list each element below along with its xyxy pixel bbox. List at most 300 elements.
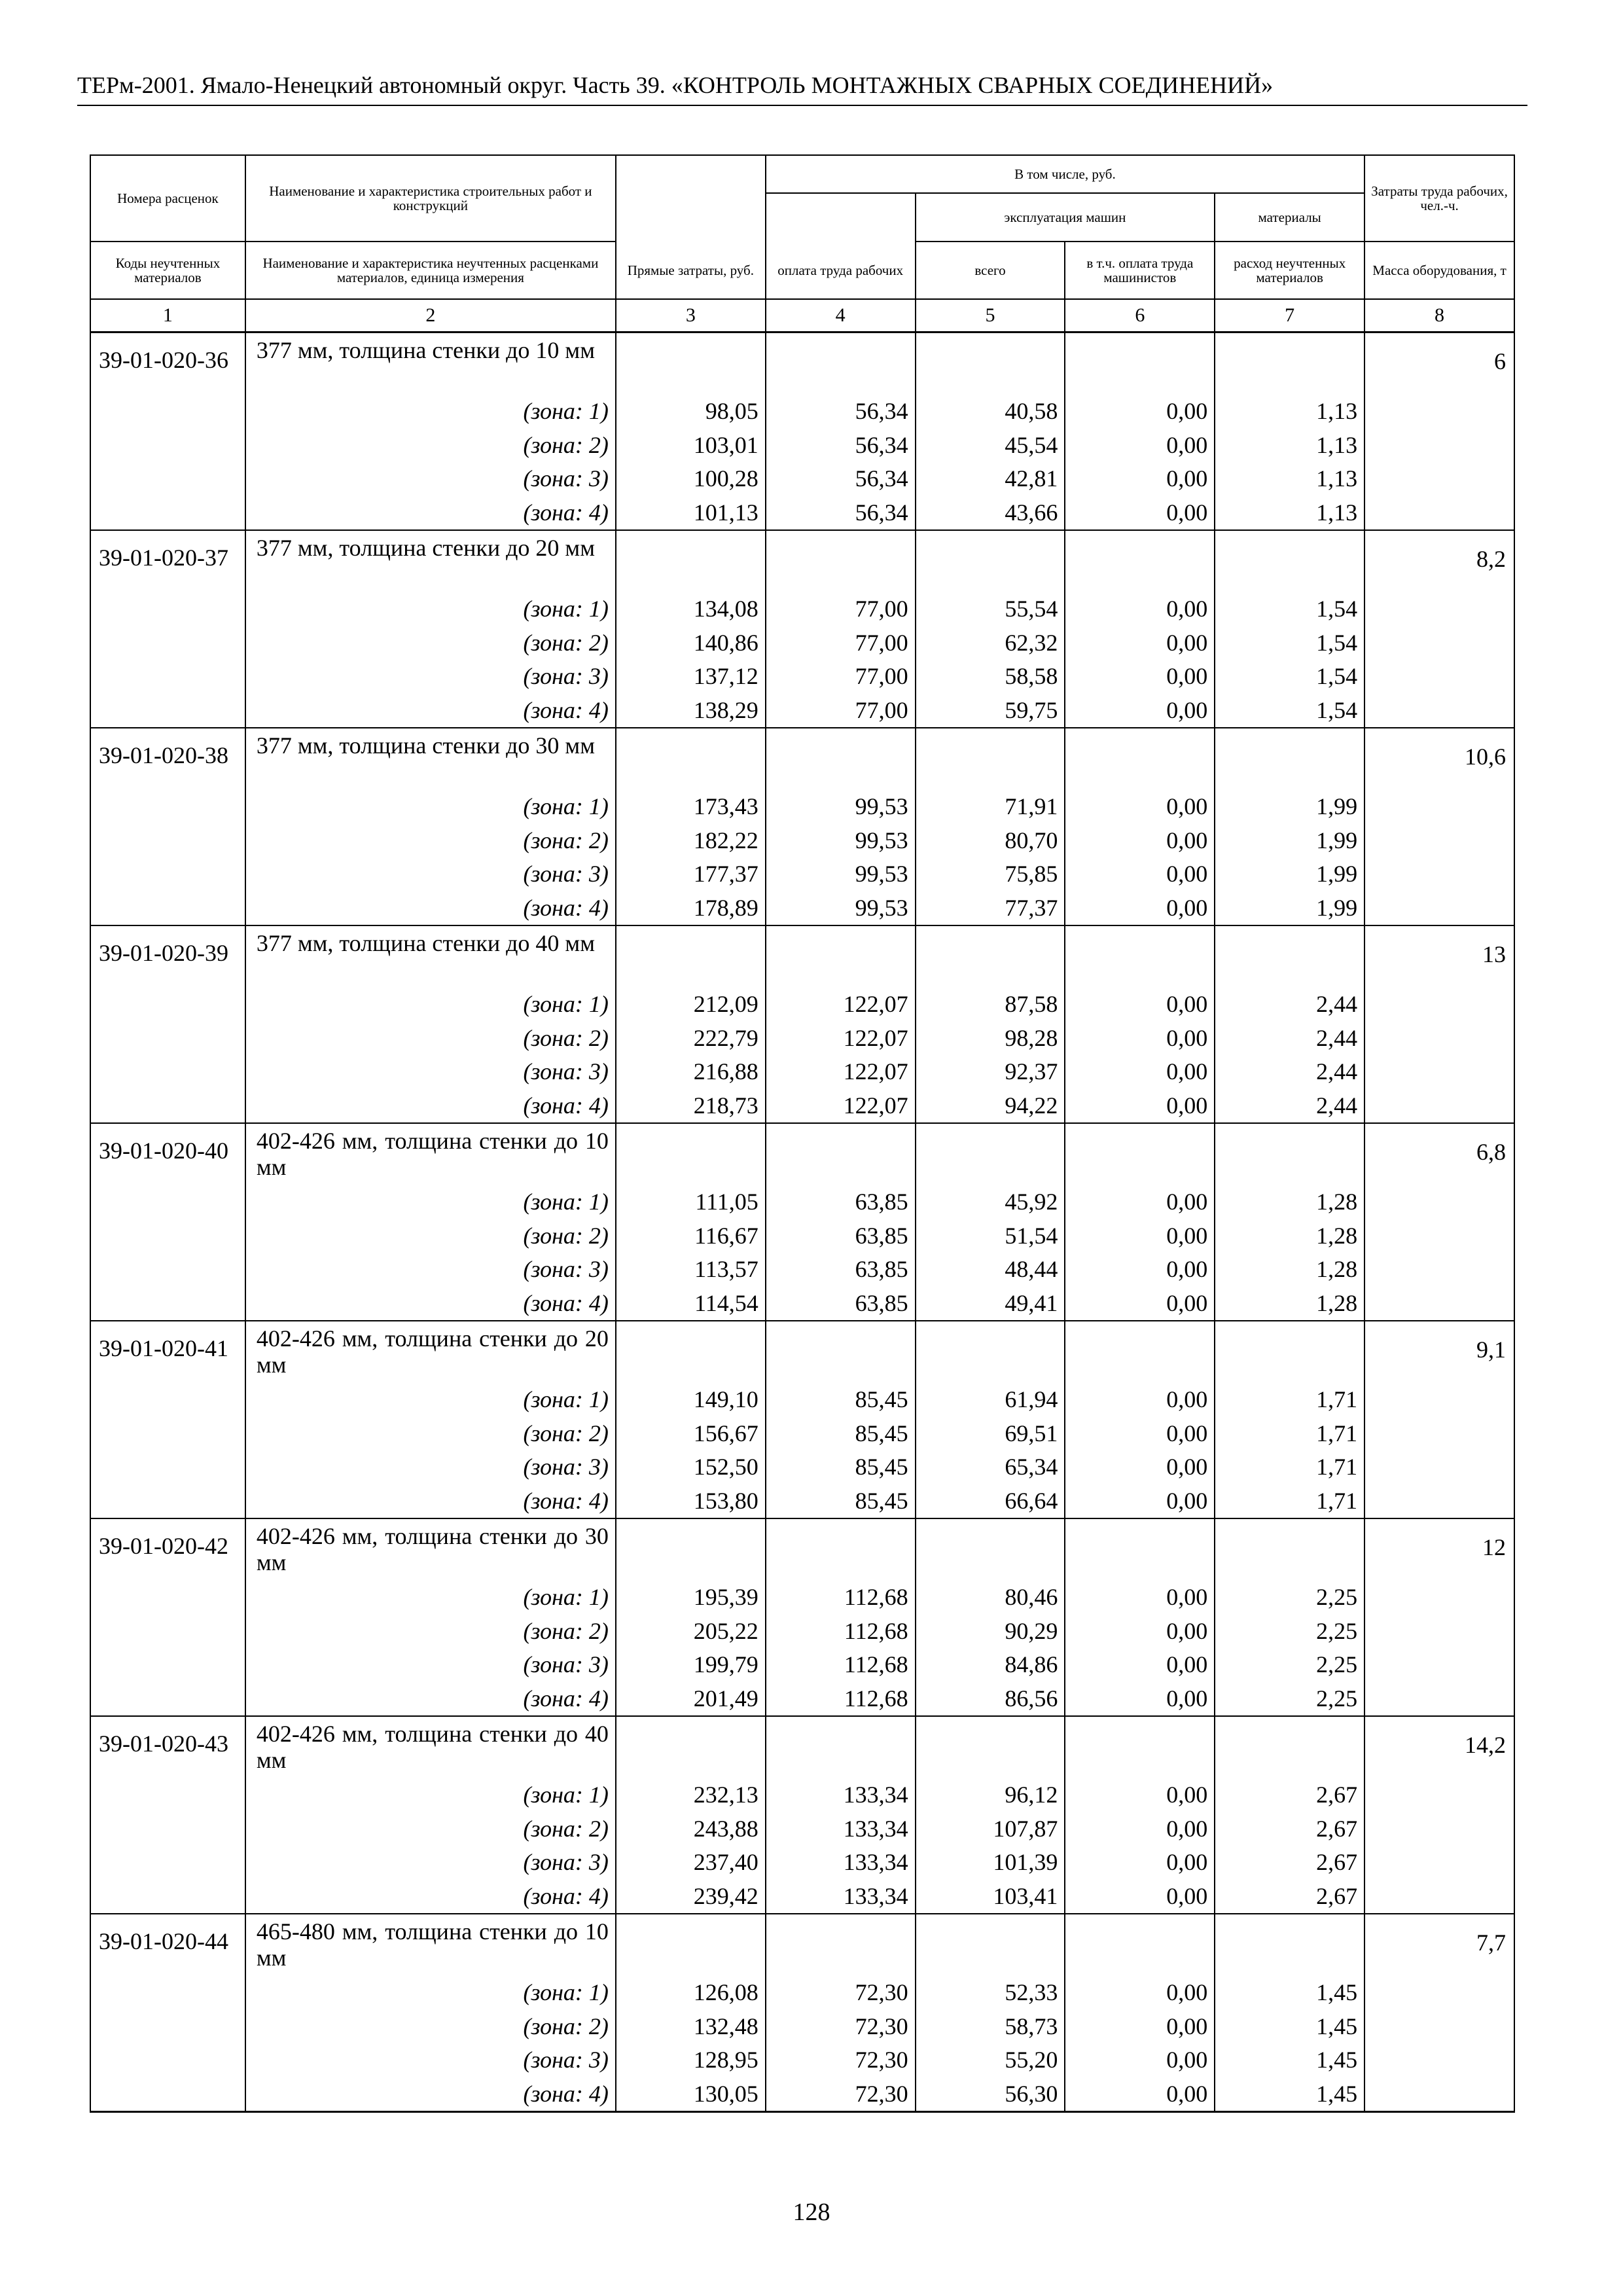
zone-machines-total: 86,56 [1005,1685,1058,1712]
zone-machines-total: 55,54 [1005,596,1058,622]
zone-machinist-pay: 0,00 [1166,1058,1208,1085]
zone-label: (зона: 2) [523,827,609,853]
zone-worker-pay: 77,00 [855,696,908,723]
col-number: 2 [245,299,616,332]
zone-label: (зона: 1) [523,1584,609,1610]
zone-machinist-pay: 0,00 [1166,1024,1208,1051]
zone-machinist-pay: 0,00 [1166,827,1208,853]
zone-worker-pay-cell [766,1123,916,1321]
zone-label: (зона: 4) [523,1487,609,1514]
zone-direct-cost: 177,37 [693,861,758,887]
work-name-cell [245,530,616,728]
zone-materials: 1,13 [1316,499,1358,526]
zone-label: (зона: 2) [523,2013,609,2039]
zone-machinist-pay-cell [1065,1518,1215,1716]
zone-direct-cost: 216,88 [693,1058,758,1085]
zone-worker-pay: 63,85 [855,1189,908,1215]
zone-label: (зона: 3) [523,1651,609,1677]
zone-worker-pay: 56,34 [855,499,908,526]
zone-materials-cell [1215,1321,1364,1518]
zone-label: (зона: 3) [523,1454,609,1480]
header-material-names: Наименование и характеристика неучтенных расценками материалов, единица измерения [245,242,616,299]
page-number: 128 [793,2198,830,2226]
zone-direct-cost: 137,12 [693,663,758,689]
zone-machinist-pay: 0,00 [1166,2047,1208,2073]
zone-worker-pay: 133,34 [843,1815,908,1842]
zone-worker-pay: 122,07 [843,1092,908,1119]
labor-cost: 6 [1364,332,1514,531]
zone-machinist-pay: 0,00 [1166,1092,1208,1119]
zone-label: (зона: 1) [523,1782,609,1808]
zone-direct-cost: 113,57 [694,1256,758,1282]
zone-materials-cell [1215,925,1364,1123]
table-row [90,1321,1514,1518]
zone-label: (зона: 3) [523,861,609,887]
work-name: 465-480 мм, толщина стенки до 10 мм [256,1918,609,1971]
zone-direct-cost: 132,48 [693,2013,758,2039]
zone-worker-pay: 122,07 [843,1024,908,1051]
zone-direct-cost-cell [616,1518,766,1716]
zone-worker-pay-cell [766,925,916,1123]
zone-direct-cost: 101,13 [693,499,758,526]
zone-direct-cost: 138,29 [693,696,758,723]
zone-label: (зона: 4) [523,1289,609,1316]
zone-worker-pay: 112,68 [844,1651,908,1677]
zone-direct-cost-cell [616,1716,766,1914]
zone-machinist-pay: 0,00 [1166,991,1208,1017]
zone-machines-total-cell [916,530,1065,728]
header-direct-costs: Прямые затраты, руб. [616,242,766,299]
zone-materials-cell [1215,1914,1364,2112]
zone-machinist-pay: 0,00 [1166,629,1208,656]
zone-machinist-pay: 0,00 [1166,1420,1208,1446]
zone-worker-pay: 72,30 [855,2013,908,2039]
zone-machinist-pay-cell [1065,1321,1215,1518]
zone-materials: 1,54 [1316,663,1358,689]
rate-code: 39-01-020-38 [90,728,245,925]
zone-machines-total-cell [916,925,1065,1123]
work-name: 377 мм, толщина стенки до 20 мм [256,535,595,561]
zone-machinist-pay: 0,00 [1166,1189,1208,1215]
work-name-cell [245,1321,616,1518]
zone-direct-cost: 195,39 [693,1584,758,1610]
zone-worker-pay: 77,00 [855,663,908,689]
zone-label: (зона: 3) [523,2047,609,2073]
work-name: 377 мм, толщина стенки до 10 мм [256,337,595,363]
zone-machinist-pay-cell [1065,1914,1215,2112]
header-direct-top [616,155,766,193]
zone-machinist-pay-cell [1065,332,1215,531]
zone-label: (зона: 4) [523,696,609,723]
zone-machines-total: 80,70 [1005,827,1058,853]
zone-label: (зона: 3) [523,1058,609,1085]
zone-worker-pay: 77,00 [855,629,908,656]
zone-machinist-pay: 0,00 [1166,398,1208,424]
zone-label: (зона: 4) [523,1882,609,1909]
labor-cost: 6,8 [1364,1123,1514,1321]
zone-machinist-pay: 0,00 [1166,499,1208,526]
zone-materials: 1,54 [1316,596,1358,622]
zone-worker-pay: 77,00 [855,596,908,622]
zone-machines-total: 90,29 [1005,1617,1058,1644]
zone-worker-pay-cell [766,1321,916,1518]
rate-code: 39-01-020-36 [90,332,245,531]
zone-direct-cost: 116,67 [694,1222,758,1249]
zone-direct-cost: 243,88 [693,1815,758,1842]
col-number: 3 [616,299,766,332]
zone-worker-pay: 56,34 [855,465,908,492]
zone-direct-cost: 178,89 [693,894,758,921]
header-rule [77,105,1527,106]
zone-worker-pay: 72,30 [855,1979,908,2005]
zone-machines-total: 58,73 [1005,2013,1058,2039]
zone-materials: 1,45 [1316,2013,1358,2039]
zone-machinist-pay: 0,00 [1166,1685,1208,1712]
zone-direct-cost: 173,43 [693,793,758,819]
zone-direct-cost: 212,09 [693,991,758,1017]
col-number: 6 [1065,299,1215,332]
zone-machinist-pay: 0,00 [1166,1882,1208,1909]
work-name-cell [245,728,616,925]
zone-label: (зона: 2) [523,1024,609,1051]
header-machines: эксплуатация машин [916,193,1215,242]
zone-machines-total: 94,22 [1005,1092,1058,1119]
zone-machines-total: 84,86 [1005,1651,1058,1677]
zone-worker-pay: 85,45 [855,1487,908,1514]
zone-materials: 1,99 [1316,793,1358,819]
zone-machines-total-cell [916,1518,1065,1716]
zone-materials: 1,71 [1316,1487,1358,1514]
zone-label: (зона: 3) [523,1849,609,1875]
zone-materials: 2,44 [1316,1058,1358,1085]
zone-direct-cost: 98,05 [705,398,758,424]
zone-label: (зона: 4) [523,1092,609,1119]
zone-materials: 1,71 [1316,1386,1358,1412]
zone-machinist-pay: 0,00 [1166,1222,1208,1249]
zone-worker-pay: 63,85 [855,1289,908,1316]
zone-worker-pay: 133,34 [843,1882,908,1909]
zone-machines-total: 49,41 [1005,1289,1058,1316]
zone-label: (зона: 3) [523,663,609,689]
zone-machinist-pay: 0,00 [1166,793,1208,819]
zone-machines-total: 56,30 [1005,2080,1058,2107]
zone-worker-pay: 56,34 [855,431,908,458]
zone-direct-cost: 218,73 [693,1092,758,1119]
col-number: 7 [1215,299,1364,332]
zone-machinist-pay: 0,00 [1166,1782,1208,1808]
zone-materials: 2,25 [1316,1617,1358,1644]
zone-worker-pay-cell [766,1914,916,2112]
work-name: 402-426 мм, толщина стенки до 30 мм [256,1523,609,1575]
zone-materials: 1,13 [1316,398,1358,424]
zone-direct-cost: 156,67 [693,1420,758,1446]
zone-machinist-pay: 0,00 [1166,1849,1208,1875]
header-worker-pay: оплата труда рабочих [766,242,916,299]
zone-direct-cost-cell [616,530,766,728]
work-name: 377 мм, толщина стенки до 40 мм [256,930,595,956]
zone-materials: 1,54 [1316,629,1358,656]
zone-direct-cost-cell [616,332,766,531]
rate-code: 39-01-020-44 [90,1914,245,2112]
header-unaccounted-materials: расход неучтенных материалов [1215,242,1364,299]
zone-materials: 1,45 [1316,1979,1358,2005]
zone-label: (зона: 1) [523,1979,609,2005]
labor-cost: 14,2 [1364,1716,1514,1914]
zone-machinist-pay: 0,00 [1166,1454,1208,1480]
header-materials: материалы [1215,193,1364,242]
zone-materials: 1,45 [1316,2080,1358,2107]
zone-machines-total: 55,20 [1005,2047,1058,2073]
zone-materials: 2,44 [1316,991,1358,1017]
zone-machines-total-cell [916,332,1065,531]
work-name-cell [245,925,616,1123]
zone-machines-total: 96,12 [1005,1782,1058,1808]
zone-machinist-pay-cell [1065,728,1215,925]
zone-machines-total: 51,54 [1005,1222,1058,1249]
col-number: 4 [766,299,916,332]
header-including: В том числе, руб. [766,155,1364,193]
zone-direct-cost: 126,08 [693,1979,758,2005]
table-row [90,728,1514,925]
zone-label: (зона: 2) [523,629,609,656]
zone-worker-pay: 122,07 [843,991,908,1017]
zone-worker-pay: 99,53 [855,793,908,819]
header-direct-mid [616,193,766,242]
rate-code: 39-01-020-37 [90,530,245,728]
rates-table [90,154,1515,2113]
zone-machinist-pay-cell [1065,530,1215,728]
zone-label: (зона: 3) [523,1256,609,1282]
zone-worker-pay-cell [766,1518,916,1716]
zone-worker-pay: 112,68 [844,1617,908,1644]
zone-label: (зона: 2) [523,1420,609,1446]
zone-worker-pay: 85,45 [855,1454,908,1480]
zone-machinist-pay-cell [1065,925,1215,1123]
zone-materials: 1,45 [1316,2047,1358,2073]
zone-materials: 1,13 [1316,431,1358,458]
zone-machinist-pay: 0,00 [1166,663,1208,689]
table-row [90,1914,1514,2112]
table-row [90,925,1514,1123]
zone-worker-pay: 133,34 [843,1782,908,1808]
zone-machinist-pay-cell [1065,1123,1215,1321]
zone-label: (зона: 1) [523,991,609,1017]
zone-direct-cost-cell [616,1321,766,1518]
zone-direct-cost: 114,54 [694,1289,758,1316]
zone-materials-cell [1215,530,1364,728]
zone-worker-pay: 99,53 [855,894,908,921]
zone-machines-total: 69,51 [1005,1420,1058,1446]
zone-worker-pay: 112,68 [844,1584,908,1610]
zone-worker-pay: 99,53 [855,861,908,887]
work-name: 402-426 мм, толщина стенки до 20 мм [256,1325,609,1378]
zone-label: (зона: 4) [523,499,609,526]
zone-materials: 2,67 [1316,1782,1358,1808]
zone-direct-cost-cell [616,1914,766,2112]
zone-materials-cell [1215,332,1364,531]
zone-direct-cost: 239,42 [693,1882,758,1909]
zone-machinist-pay: 0,00 [1166,1256,1208,1282]
zone-machines-total: 71,91 [1005,793,1058,819]
zone-machines-total: 45,54 [1005,431,1058,458]
zone-materials: 2,67 [1316,1882,1358,1909]
zone-machinist-pay: 0,00 [1166,861,1208,887]
zone-materials-cell [1215,1123,1364,1321]
labor-cost: 12 [1364,1518,1514,1716]
zone-machines-total-cell [916,1716,1065,1914]
work-name: 402-426 мм, толщина стенки до 40 мм [256,1721,609,1773]
zone-direct-cost: 111,05 [695,1189,758,1215]
zone-worker-pay: 85,45 [855,1420,908,1446]
zone-label: (зона: 3) [523,465,609,492]
table-row [90,1716,1514,1914]
zone-worker-pay-cell [766,728,916,925]
zone-machinist-pay: 0,00 [1166,465,1208,492]
zone-machines-total: 58,58 [1005,663,1058,689]
zone-direct-cost: 205,22 [693,1617,758,1644]
labor-cost: 13 [1364,925,1514,1123]
zone-machines-total-cell [916,728,1065,925]
zone-direct-cost: 140,86 [693,629,758,656]
work-name-cell [245,332,616,531]
zone-direct-cost: 149,10 [693,1386,758,1412]
work-name-cell [245,1716,616,1914]
zone-direct-cost: 152,50 [693,1454,758,1480]
labor-cost: 10,6 [1364,728,1514,925]
zone-worker-pay: 85,45 [855,1386,908,1412]
table-row [90,530,1514,728]
zone-machines-total: 66,64 [1005,1487,1058,1514]
zone-label: (зона: 2) [523,1815,609,1842]
header-labor: Затраты труда рабочих, чел.-ч. [1364,155,1514,242]
zone-direct-cost: 130,05 [693,2080,758,2107]
zone-direct-cost-cell [616,925,766,1123]
header-rate-numbers: Номера расценок [90,155,245,242]
zone-materials: 2,44 [1316,1092,1358,1119]
table-row [90,332,1514,531]
zone-label: (зона: 4) [523,1685,609,1712]
zone-machines-total-cell [916,1321,1065,1518]
table-row [90,1518,1514,1716]
labor-cost: 8,2 [1364,530,1514,728]
zone-worker-pay: 72,30 [855,2080,908,2107]
zone-direct-cost-cell [616,728,766,925]
zone-machines-total: 43,66 [1005,499,1058,526]
zone-label: (зона: 4) [523,2080,609,2107]
zone-machinist-pay: 0,00 [1166,1289,1208,1316]
zone-direct-cost: 201,49 [693,1685,758,1712]
header-machinist-pay: в т.ч. оплата труда машинистов [1065,242,1215,299]
zone-materials: 2,25 [1316,1685,1358,1712]
zone-worker-pay-cell [766,530,916,728]
zone-materials: 2,44 [1316,1024,1358,1051]
zone-direct-cost: 182,22 [693,827,758,853]
zone-machinist-pay: 0,00 [1166,1386,1208,1412]
zone-materials: 1,99 [1316,861,1358,887]
zone-machinist-pay-cell [1065,1716,1215,1914]
zone-direct-cost: 134,08 [693,596,758,622]
zone-machines-total: 101,39 [993,1849,1058,1875]
work-name: 402-426 мм, толщина стенки до 10 мм [256,1128,609,1180]
rate-code: 39-01-020-42 [90,1518,245,1716]
zone-label: (зона: 4) [523,894,609,921]
zone-machines-total: 92,37 [1005,1058,1058,1085]
zone-worker-pay: 63,85 [855,1256,908,1282]
zone-machines-total: 103,41 [993,1882,1058,1909]
zone-machines-total: 98,28 [1005,1024,1058,1051]
zone-machinist-pay: 0,00 [1166,894,1208,921]
header-worker-pay-top [766,193,916,242]
zone-materials: 1,54 [1316,696,1358,723]
rate-code: 39-01-020-40 [90,1123,245,1321]
zone-machinist-pay: 0,00 [1166,1487,1208,1514]
zone-direct-cost: 237,40 [693,1849,758,1875]
col-number: 8 [1364,299,1514,332]
zone-materials: 1,28 [1316,1189,1358,1215]
work-name-cell [245,1914,616,2112]
zone-direct-cost: 222,79 [693,1024,758,1051]
zone-worker-pay-cell [766,1716,916,1914]
zone-materials: 1,99 [1316,827,1358,853]
zone-label: (зона: 1) [523,596,609,622]
work-name: 377 мм, толщина стенки до 30 мм [256,732,595,759]
rate-code: 39-01-020-41 [90,1321,245,1518]
zone-machines-total-cell [916,1914,1065,2112]
zone-worker-pay: 133,34 [843,1849,908,1875]
zone-machines-total: 40,58 [1005,398,1058,424]
table-body [90,332,1514,2112]
zone-machinist-pay: 0,00 [1166,1651,1208,1677]
zone-machinist-pay: 0,00 [1166,696,1208,723]
table-row [90,1123,1514,1321]
zone-label: (зона: 1) [523,1189,609,1215]
zone-machines-total-cell [916,1123,1065,1321]
zone-materials: 2,67 [1316,1849,1358,1875]
zone-materials: 2,67 [1316,1815,1358,1842]
zone-materials-cell [1215,1518,1364,1716]
zone-direct-cost: 103,01 [693,431,758,458]
zone-direct-cost: 199,79 [693,1651,758,1677]
zone-label: (зона: 1) [523,398,609,424]
zone-materials: 2,25 [1316,1651,1358,1677]
table-header [90,155,1514,332]
zone-machines-total: 45,92 [1005,1189,1058,1215]
zone-worker-pay: 112,68 [844,1685,908,1712]
zone-materials: 1,13 [1316,465,1358,492]
zone-label: (зона: 2) [523,431,609,458]
zone-direct-cost: 100,28 [693,465,758,492]
zone-machinist-pay: 0,00 [1166,2013,1208,2039]
zone-machinist-pay: 0,00 [1166,596,1208,622]
work-name-cell [245,1518,616,1716]
zone-machines-total: 107,87 [993,1815,1058,1842]
rate-code: 39-01-020-43 [90,1716,245,1914]
zone-direct-cost: 232,13 [693,1782,758,1808]
col-number: 5 [916,299,1065,332]
zone-machinist-pay: 0,00 [1166,1979,1208,2005]
zone-machines-total: 77,37 [1005,894,1058,921]
zone-machines-total: 75,85 [1005,861,1058,887]
zone-machinist-pay: 0,00 [1166,1584,1208,1610]
zone-machinist-pay: 0,00 [1166,1815,1208,1842]
zone-direct-cost: 128,95 [693,2047,758,2073]
zone-direct-cost-cell [616,1123,766,1321]
zone-machines-total: 52,33 [1005,1979,1058,2005]
zone-materials: 1,71 [1316,1454,1358,1480]
zone-materials: 1,28 [1316,1289,1358,1316]
zone-materials-cell [1215,728,1364,925]
zone-worker-pay: 56,34 [855,398,908,424]
